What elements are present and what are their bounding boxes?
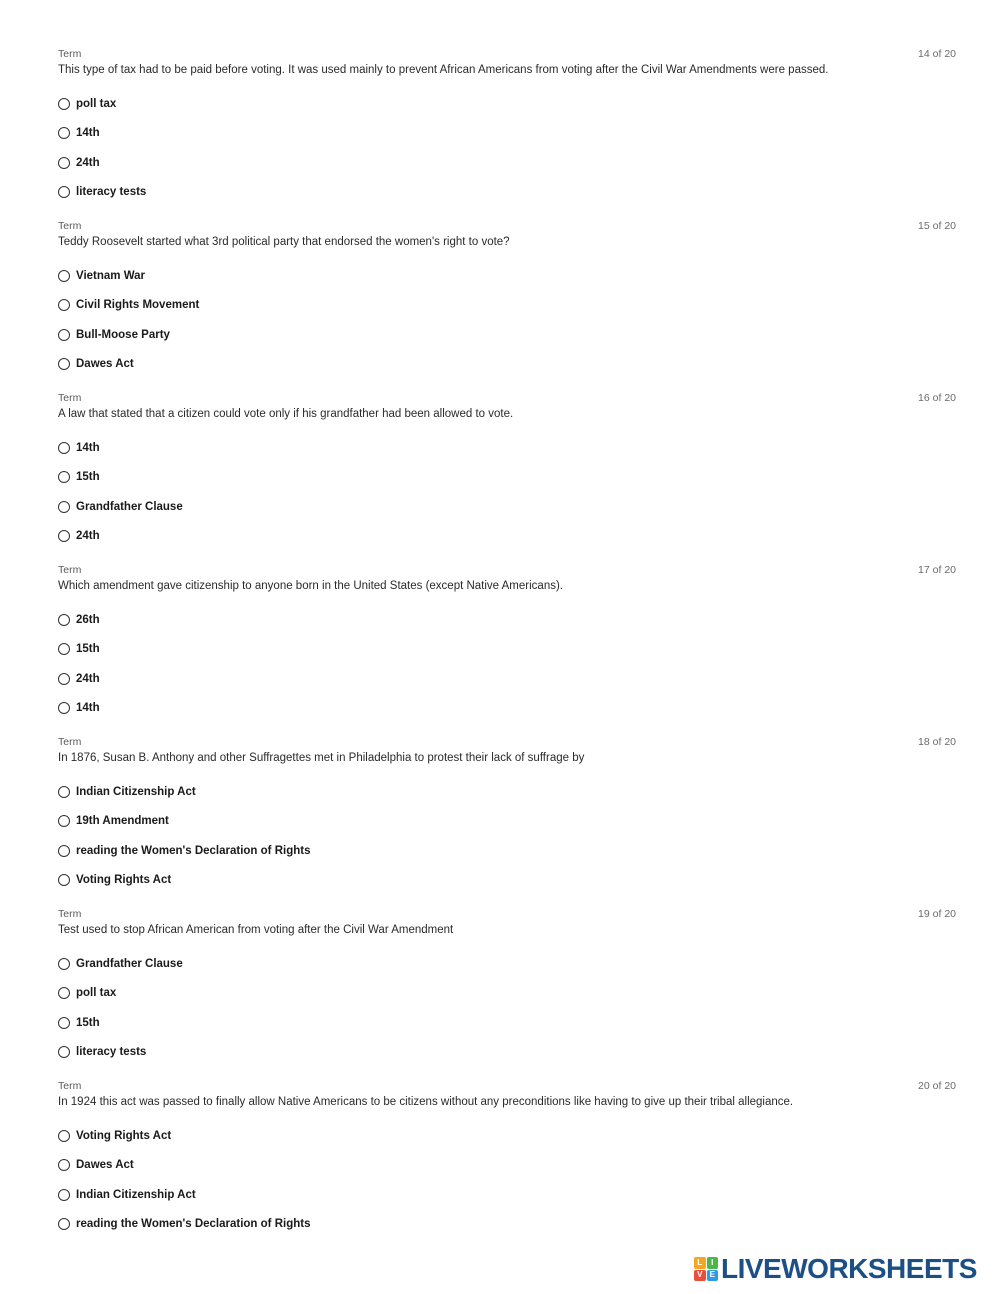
answer-option[interactable] — [58, 812, 169, 830]
term-label: Term — [58, 736, 82, 748]
option-label: 19th Amendment — [76, 815, 169, 827]
answer-option[interactable] — [58, 783, 196, 801]
question-block-17 — [58, 564, 956, 736]
question-counter: 20 of 20 — [918, 1080, 956, 1092]
answer-option[interactable] — [58, 468, 100, 486]
question-prompt: In 1924 this act was passed to finally allow Native Americans to be citizens without any preconditions like having to give up their tribal allegiance. — [58, 1096, 794, 1108]
question-block-20 — [58, 1080, 956, 1252]
radio-button[interactable] — [58, 1046, 70, 1058]
question-counter: 19 of 20 — [918, 908, 956, 920]
option-label: Voting Rights Act — [76, 874, 172, 886]
option-label: poll tax — [76, 987, 117, 999]
answer-option[interactable] — [58, 842, 310, 860]
option-label: Bull-Moose Party — [76, 329, 170, 341]
logo-mark-tile: I — [707, 1257, 719, 1269]
option-label: Dawes Act — [76, 358, 134, 370]
radio-button[interactable] — [58, 157, 70, 169]
radio-button[interactable] — [58, 442, 70, 454]
radio-button[interactable] — [58, 358, 70, 370]
term-label: Term — [58, 564, 82, 576]
answer-option[interactable] — [58, 439, 100, 457]
radio-button[interactable] — [58, 874, 70, 886]
question-prompt: In 1876, Susan B. Anthony and other Suffragettes met in Philadelphia to protest their lack of suffrage by — [58, 752, 585, 764]
answer-option[interactable] — [58, 355, 134, 373]
question-block-15 — [58, 220, 956, 392]
radio-button[interactable] — [58, 1017, 70, 1029]
answer-option[interactable] — [58, 640, 100, 658]
option-label: Voting Rights Act — [76, 1130, 172, 1142]
answer-option[interactable] — [58, 296, 199, 314]
option-label: Grandfather Clause — [76, 501, 183, 513]
answer-option[interactable] — [58, 124, 100, 142]
option-label: reading the Women's Declaration of Rights — [76, 845, 311, 857]
question-counter: 17 of 20 — [918, 564, 956, 576]
answer-option[interactable] — [58, 1215, 310, 1233]
question-counter: 18 of 20 — [918, 736, 956, 748]
answer-option[interactable] — [58, 154, 100, 172]
question-prompt: Test used to stop African American from voting after the Civil War Amendment — [58, 924, 454, 936]
answer-option[interactable] — [58, 267, 145, 285]
answer-option[interactable] — [58, 183, 146, 201]
option-label: literacy tests — [76, 1046, 147, 1058]
answer-option[interactable] — [58, 871, 171, 889]
answer-option[interactable] — [58, 1156, 134, 1174]
answer-option[interactable] — [58, 1014, 100, 1032]
logo-text: LIVEWORKSHEETS — [721, 1253, 977, 1284]
question-prompt: This type of tax had to be paid before voting. It was used mainly to prevent African Americans from voting after the Civil War Amendments were passed. — [58, 64, 829, 76]
radio-button[interactable] — [58, 299, 70, 311]
radio-button[interactable] — [58, 1218, 70, 1230]
option-label: 14th — [76, 127, 100, 139]
answer-option[interactable] — [58, 699, 100, 717]
logo-mark-icon — [694, 1257, 718, 1281]
option-label: 26th — [76, 614, 100, 626]
logo-mark-tile: E — [707, 1270, 719, 1282]
question-block-19 — [58, 908, 956, 1080]
radio-button[interactable] — [58, 845, 70, 857]
term-label: Term — [58, 908, 82, 920]
question-block-14 — [58, 48, 956, 220]
option-label: Indian Citizenship Act — [76, 1189, 196, 1201]
option-label: 15th — [76, 643, 100, 655]
answer-option[interactable] — [58, 95, 116, 113]
radio-button[interactable] — [58, 127, 70, 139]
radio-button[interactable] — [58, 614, 70, 626]
option-label: Indian Citizenship Act — [76, 786, 196, 798]
radio-button[interactable] — [58, 643, 70, 655]
question-prompt: Which amendment gave citizenship to anyone born in the United States (except Native Americans). — [58, 580, 563, 592]
logo-mark-tile: L — [694, 1257, 706, 1269]
question-block-16 — [58, 392, 956, 564]
term-label: Term — [58, 48, 82, 60]
question-counter: 16 of 20 — [918, 392, 956, 404]
option-label: 15th — [76, 471, 100, 483]
radio-button[interactable] — [58, 501, 70, 513]
option-label: 14th — [76, 442, 100, 454]
radio-button[interactable] — [58, 1130, 70, 1142]
option-label: reading the Women's Declaration of Rights — [76, 1218, 311, 1230]
radio-button[interactable] — [58, 186, 70, 198]
radio-button[interactable] — [58, 987, 70, 999]
liveworksheets-logo — [694, 1253, 988, 1285]
radio-button[interactable] — [58, 270, 70, 282]
answer-option[interactable] — [58, 611, 100, 629]
radio-button[interactable] — [58, 530, 70, 542]
logo-mark-tile: V — [694, 1270, 706, 1282]
question-counter: 14 of 20 — [918, 48, 956, 60]
radio-button[interactable] — [58, 815, 70, 827]
radio-button[interactable] — [58, 1189, 70, 1201]
answer-option[interactable] — [58, 326, 170, 344]
question-block-18 — [58, 736, 956, 908]
answer-option[interactable] — [58, 1127, 171, 1145]
option-label: 24th — [76, 530, 100, 542]
term-label: Term — [58, 392, 82, 404]
radio-button[interactable] — [58, 702, 70, 714]
term-label: Term — [58, 1080, 82, 1092]
answer-option[interactable] — [58, 1186, 196, 1204]
radio-button[interactable] — [58, 786, 70, 798]
option-label: Grandfather Clause — [76, 958, 183, 970]
radio-button[interactable] — [58, 958, 70, 970]
option-label: literacy tests — [76, 186, 147, 198]
radio-button[interactable] — [58, 471, 70, 483]
answer-option[interactable] — [58, 498, 183, 516]
option-label: Dawes Act — [76, 1159, 134, 1171]
radio-button[interactable] — [58, 98, 70, 110]
answer-option[interactable] — [58, 527, 100, 545]
option-label: 14th — [76, 702, 100, 714]
question-prompt: Teddy Roosevelt started what 3rd political party that endorsed the women's right to vote? — [58, 236, 510, 248]
radio-button[interactable] — [58, 673, 70, 685]
question-counter: 15 of 20 — [918, 220, 956, 232]
option-label: 15th — [76, 1017, 100, 1029]
answer-option[interactable] — [58, 670, 100, 688]
answer-option[interactable] — [58, 1043, 146, 1061]
option-label: Vietnam War — [76, 270, 146, 282]
radio-button[interactable] — [58, 329, 70, 341]
answer-option[interactable] — [58, 984, 116, 1002]
term-label: Term — [58, 220, 82, 232]
question-prompt: A law that stated that a citizen could vote only if his grandfather had been allowed to vote. — [58, 408, 514, 420]
option-label: 24th — [76, 673, 100, 685]
answer-option[interactable] — [58, 955, 183, 973]
option-label: 24th — [76, 157, 100, 169]
option-label: Civil Rights Movement — [76, 299, 200, 311]
radio-button[interactable] — [58, 1159, 70, 1171]
option-label: poll tax — [76, 98, 117, 110]
